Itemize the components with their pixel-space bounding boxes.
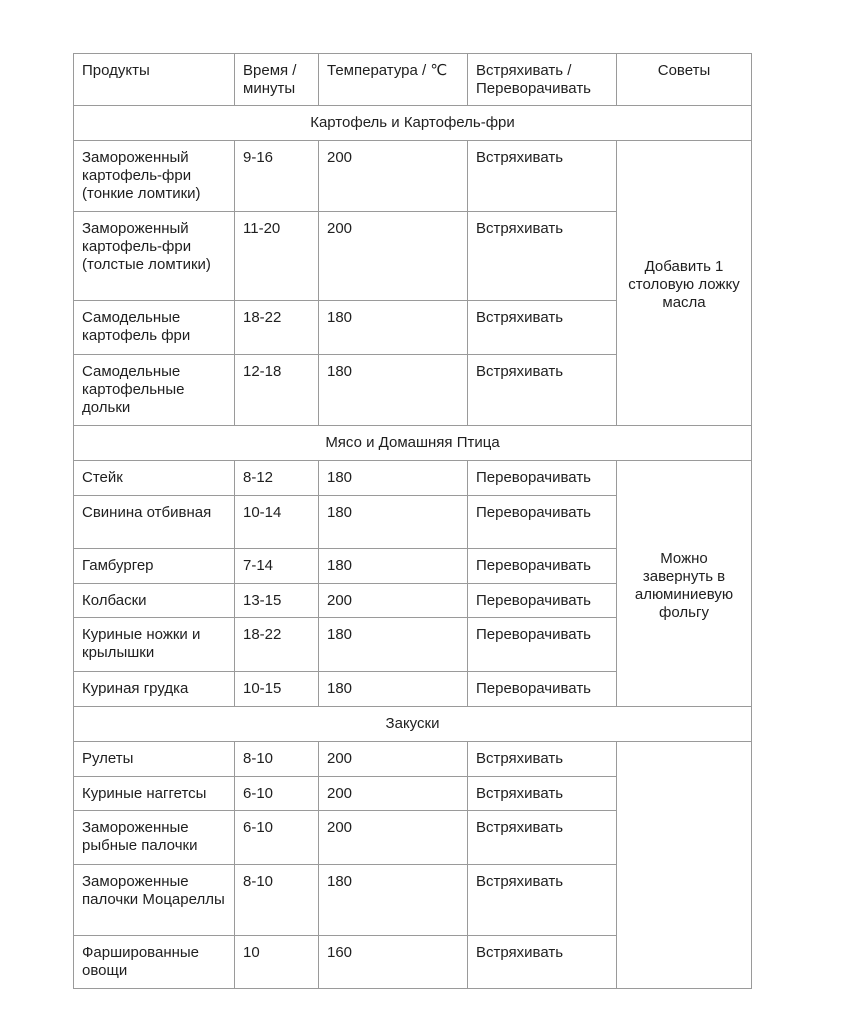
time-cell: 18-22	[235, 301, 319, 355]
temperature-cell: 200	[319, 811, 468, 865]
temperature-cell: 200	[319, 777, 468, 811]
temperature-cell: 180	[319, 672, 468, 707]
action-cell: Переворачивать	[468, 618, 617, 672]
action-cell: Встряхивать	[468, 141, 617, 212]
action-cell: Встряхивать	[468, 212, 617, 301]
product-cell: Замороженный картофель-фри (тонкие ломтики)	[74, 141, 235, 212]
table-row	[74, 141, 752, 212]
temperature-cell: 200	[319, 212, 468, 301]
time-cell: 6-10	[235, 811, 319, 865]
tips-cell: Добавить 1 столовую ложку масла	[617, 141, 752, 426]
temperature-cell: 180	[319, 496, 468, 549]
time-cell: 9-16	[235, 141, 319, 212]
section-row	[74, 707, 752, 742]
product-cell: Куриная грудка	[74, 672, 235, 707]
time-cell: 10-15	[235, 672, 319, 707]
time-cell: 10-14	[235, 496, 319, 549]
section-title: Картофель и Картофель-фри	[74, 106, 752, 141]
time-cell: 8-10	[235, 865, 319, 936]
time-cell: 18-22	[235, 618, 319, 672]
section-title: Мясо и Домашняя Птица	[74, 426, 752, 461]
tips-cell	[617, 742, 752, 989]
action-cell: Переворачивать	[468, 672, 617, 707]
product-cell: Куриные наггетсы	[74, 777, 235, 811]
product-cell: Свинина отбивная	[74, 496, 235, 549]
header-time: Время / минуты	[235, 54, 319, 106]
tips-cell: Можно завернуть в алюминиевую фольгу	[617, 461, 752, 707]
product-cell: Замороженные рыбные палочки	[74, 811, 235, 865]
product-cell: Стейк	[74, 461, 235, 496]
product-cell: Рулеты	[74, 742, 235, 777]
time-cell: 7-14	[235, 549, 319, 584]
temperature-cell: 180	[319, 549, 468, 584]
action-cell: Встряхивать	[468, 811, 617, 865]
temperature-cell: 200	[319, 742, 468, 777]
action-cell: Переворачивать	[468, 584, 617, 618]
cooking-table	[73, 53, 752, 989]
temperature-cell: 180	[319, 301, 468, 355]
header-temperature: Температура / ℃	[319, 54, 468, 106]
action-cell: Встряхивать	[468, 865, 617, 936]
section-row	[74, 106, 752, 141]
action-cell: Встряхивать	[468, 301, 617, 355]
product-cell: Замороженный картофель-фри (толстые ломтики)	[74, 212, 235, 301]
product-cell: Самодельные картофельные дольки	[74, 355, 235, 426]
product-cell: Самодельные картофель фри	[74, 301, 235, 355]
header-row	[74, 54, 752, 106]
time-cell: 8-12	[235, 461, 319, 496]
section-row	[74, 426, 752, 461]
time-cell: 13-15	[235, 584, 319, 618]
header-tips: Советы	[617, 54, 752, 106]
temperature-cell: 180	[319, 355, 468, 426]
action-cell: Переворачивать	[468, 549, 617, 584]
temperature-cell: 180	[319, 618, 468, 672]
product-cell: Фаршированные овощи	[74, 936, 235, 989]
time-cell: 6-10	[235, 777, 319, 811]
action-cell: Встряхивать	[468, 355, 617, 426]
temperature-cell: 200	[319, 141, 468, 212]
action-cell: Встряхивать	[468, 936, 617, 989]
temperature-cell: 180	[319, 461, 468, 496]
table-row	[74, 742, 752, 777]
time-cell: 8-10	[235, 742, 319, 777]
product-cell: Куриные ножки и крылышки	[74, 618, 235, 672]
temperature-cell: 180	[319, 865, 468, 936]
action-cell: Переворачивать	[468, 461, 617, 496]
header-product: Продукты	[74, 54, 235, 106]
action-cell: Встряхивать	[468, 777, 617, 811]
section-title: Закуски	[74, 707, 752, 742]
time-cell: 12-18	[235, 355, 319, 426]
table-row	[74, 461, 752, 496]
temperature-cell: 160	[319, 936, 468, 989]
action-cell: Встряхивать	[468, 742, 617, 777]
product-cell: Замороженные палочки Моцареллы	[74, 865, 235, 936]
temperature-cell: 200	[319, 584, 468, 618]
product-cell: Гамбургер	[74, 549, 235, 584]
time-cell: 11-20	[235, 212, 319, 301]
header-action: Встряхивать / Переворачивать	[468, 54, 617, 106]
time-cell: 10	[235, 936, 319, 989]
action-cell: Переворачивать	[468, 496, 617, 549]
product-cell: Колбаски	[74, 584, 235, 618]
